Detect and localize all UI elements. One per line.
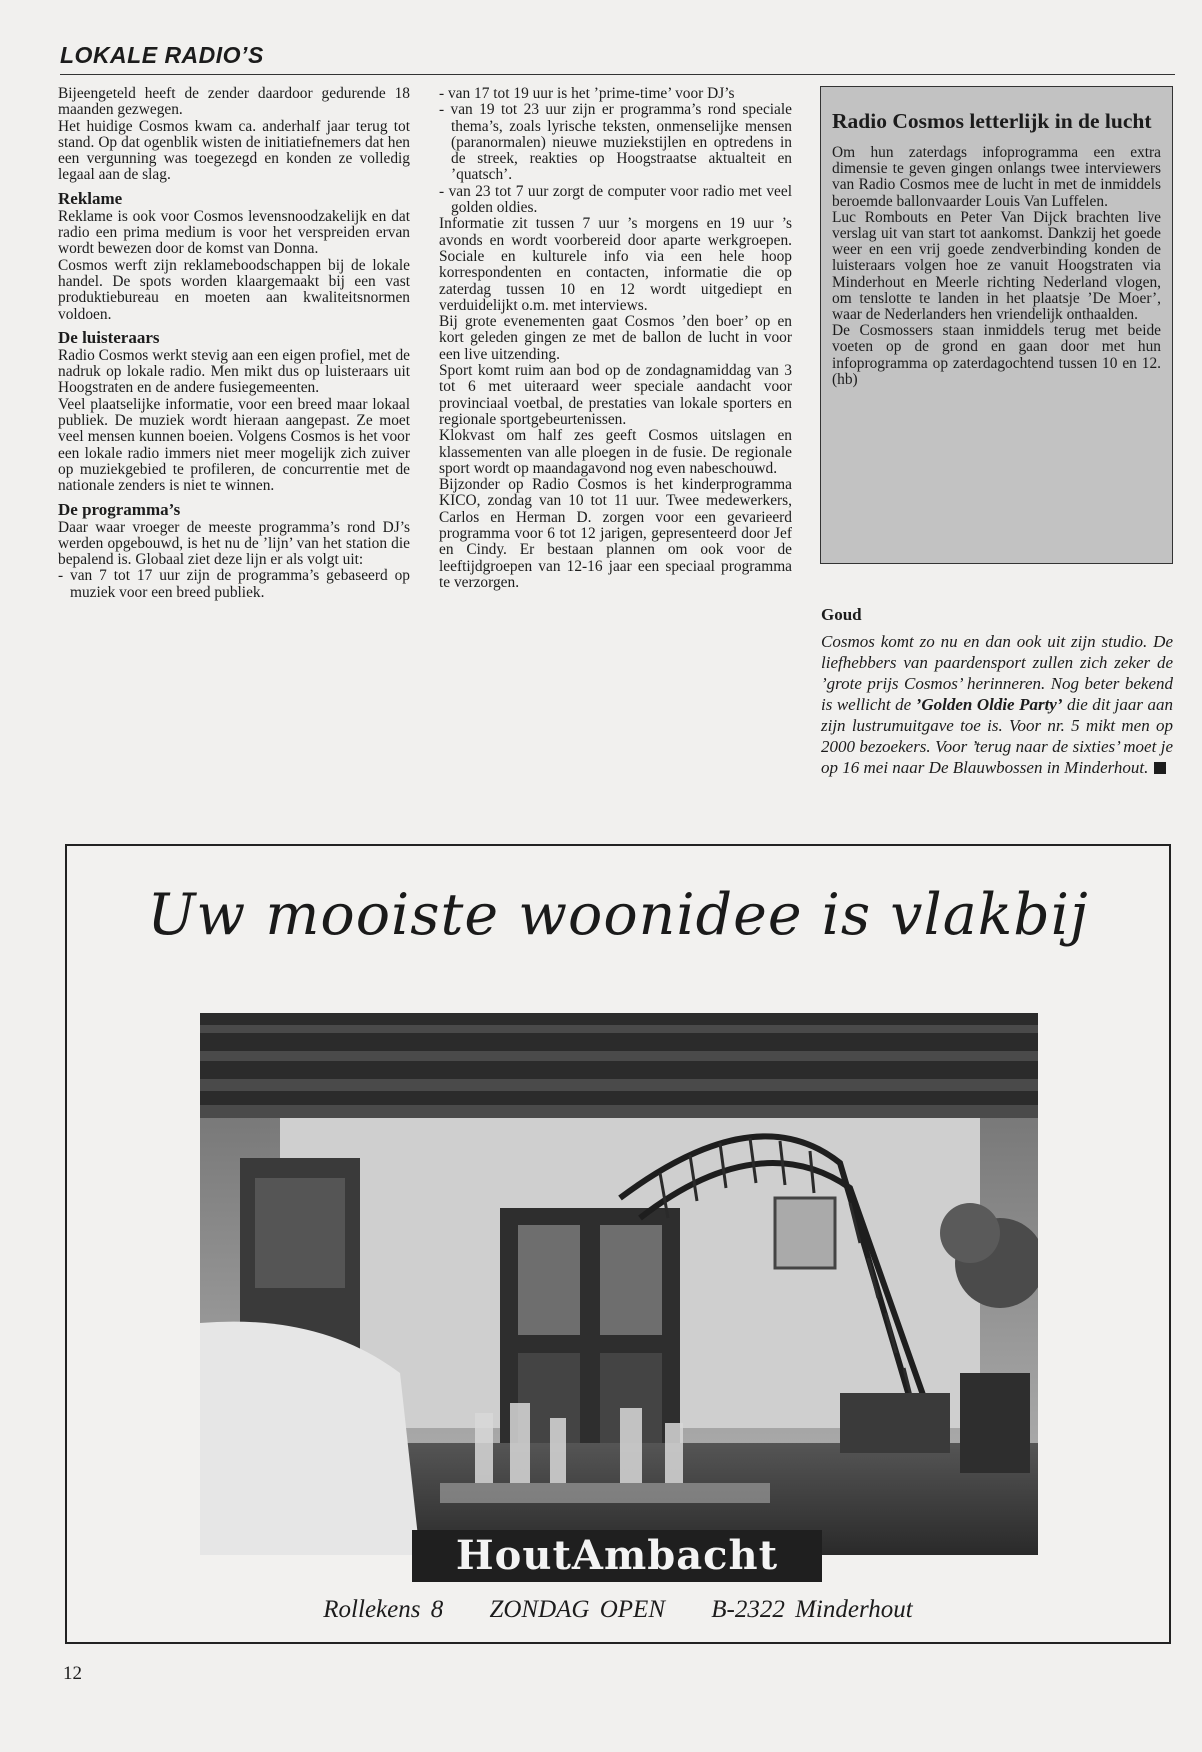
article-column-1	[58, 86, 410, 601]
paragraph: Radio Cosmos werkt stevig aan een eigen profiel, met de nadruk op lokale radio. Men mikt dus op luisteraars uit Hoogstraten en de andere fusiegemeenten.	[58, 346, 410, 397]
bold-span: ’Golden Oldie Party’	[915, 695, 1063, 714]
paragraph: Sport komt ruim aan bod op de zondagnamiddag van 3 tot 6 met uiteraard weer speciale aandacht voor provinciaal voetbal, de prestaties van lokale sporters en regionale sportgebeurtenissen.	[439, 362, 792, 428]
paragraph: De Cosmossers staan inmiddels terug met beide voeten op de grond en gaan door met hun infoprogramma op zaterdagochtend tussen 10 en 12. (hb)	[832, 322, 1161, 388]
goud-paragraph	[821, 631, 1173, 778]
ad-headline: Uw mooiste woonidee is vlakbij	[147, 882, 1089, 948]
brand-logo: HoutAmbacht	[412, 1530, 822, 1582]
text-span: Cosmos komt zo nu en dan ook uit zijn studio. De liefhebbers van paardensport zullen zich zeker de ’grote prijs Cosmos’ herinneren. Nog beter bekend is wellicht de	[821, 632, 1173, 714]
paragraph: Luc Rombouts en Peter Van Dijck brachten live verslag uit van start tot aankomst. Dankzij het goede weer en een vrij goede zendverbinding konden de luisteraars volgen hoe ze vanuit Hoogstraten via Minderhout en Meerle richting Nederland vlogen, om tenslotte te landen in het plaatsje ’De Moer’, waar de Nederlanders hen vriendelijk onthaalden.	[832, 208, 1161, 324]
paragraph: Reklame is ook voor Cosmos levensnoodzakelijk en dat radio een prima medium is voor het verspreiden ervan wordt bewezen door de komst van Donna.	[58, 207, 410, 258]
goud-title: Goud	[821, 605, 862, 624]
paragraph: Bijzonder op Radio Cosmos is het kinderprogramma KICO, zondag van 10 tot 11 uur. Twee medewerkers, Carlos en Herman D. zorgen voor een gevarieerd programma voor 6 tot 12 jarigen, gepresenteerd door Jef en Cindy. Er bestaan plannen om ook voor de leeftijdgroepen van 12-16 jaar een speciaal programma te verzorgen.	[439, 476, 792, 591]
text-span: die dit jaar aan zijn lustrumuitgave toe is. Voor nr. 5 mikt men op 2000 bezoekers. Voor ’terug naar de sixties’ moet je op 16 mei naar De Blauwbossen in Minderhout.	[821, 695, 1173, 777]
page-number: 12	[63, 1663, 82, 1684]
paragraph: Daar waar vroeger de meeste programma’s rond DJ’s werden opgebouwd, is het nu de ’lijn’ van het station die bepalend is. Globaal ziet deze lijn er als volgt uit:	[58, 518, 410, 569]
paragraph: Bij grote evenementen gaat Cosmos ’den boer’ op en kort geleden gingen ze met de ballon de lucht in voor een live uitzending.	[439, 313, 792, 363]
paragraph: Informatie zit tussen 7 uur ’s morgens en 19 uur ’s avonds en wordt voorbereid door aparte werkgroepen. Sociale en kulturele info via een hele hoop korrespondenten en contacten, informatie die op zaterdag tussen 10 en 12 wordt uitgediept en verduidelijkt o.m. met interviews.	[439, 215, 792, 314]
paragraph: Het huidige Cosmos kwam ca. anderhalf jaar terug tot stand. Op dat ogenblik wisten de initiatiefnemers dat hen een vergunning was toegezegd en konden ze volledig legaal aan de slag.	[58, 117, 410, 184]
subheading-programmas: De programma’s	[58, 499, 181, 519]
schedule-item: - van 7 tot 17 uur zijn de programma’s gebaseerd op muziek voor een breed publiek.	[58, 567, 410, 601]
subheading-luisteraars: De luisteraars	[58, 327, 160, 347]
top-rule	[60, 74, 1175, 75]
sidebar-body	[832, 145, 1161, 388]
subheading-reklame: Reklame	[58, 188, 123, 208]
paragraph: Klokvast om half zes geeft Cosmos uitslagen en klassementen van alle ploegen in de fusie. De regionale sport wordt op maandagavond nog even nabeschouwd.	[439, 427, 792, 477]
article-column-2	[439, 86, 792, 591]
address-opening: ZONDAG OPEN	[489, 1596, 666, 1623]
schedule-item: - van 19 tot 23 uur zijn er programma’s rond speciale thema’s, zoals lyrische teksten, onmenselijke mensen (paranormalen) nieuwe muziekstijlen en optredens in de streek, reakties op Hoogstraatse aktualteit en ’quatsch’.	[439, 101, 792, 184]
end-mark-icon	[1154, 762, 1166, 774]
paragraph: Cosmos werft zijn reklameboodschappen bij de lokale handel. De spots worden klaargemaakt bij een vast produktiebureau en moeten aan kwaliteitsnormen voldoen.	[58, 256, 410, 323]
interior-photo	[200, 1013, 1038, 1555]
schedule-item: - van 17 tot 19 uur is het ’prime-time’ voor DJ’s	[439, 85, 735, 102]
section-title: LOKALE RADIO’S	[60, 42, 264, 68]
goud-section	[821, 605, 1173, 778]
schedule-item: - van 23 tot 7 uur zorgt de computer voor radio met veel golden oldies.	[439, 182, 792, 217]
interior-photo-illustration	[200, 1013, 1038, 1555]
paragraph: Veel plaatselijke informatie, voor een breed maar lokaal publiek. De muziek wordt hieraan aangepast. Ze moet veel mensen kunnen boeien. Volgens Cosmos is het voor een lokale radio immers niet meer mogelijk zich zuiver op muziekgebied te profileren, de concurrentie met de nationale zenders is niet te winnen.	[58, 395, 410, 495]
ad-address	[67, 1596, 1169, 1624]
advertisement	[65, 844, 1171, 1644]
paragraph: Bijeengeteld heeft de zender daardoor gedurende 18 maanden gezwegen.	[58, 85, 410, 119]
address-city: B-2322 Minderhout	[711, 1596, 913, 1623]
paragraph: Om hun zaterdags infoprogramma een extra dimensie te geven gingen onlangs twee interviewers van Radio Cosmos mee de lucht in met de inmiddels beroemde ballonvaarder Louis Van Luffelen.	[832, 144, 1161, 210]
sidebar-box	[820, 86, 1173, 564]
address-street: Rollekens 8	[323, 1596, 444, 1623]
sidebar-title: Radio Cosmos letterlijk in de lucht	[832, 109, 1152, 133]
